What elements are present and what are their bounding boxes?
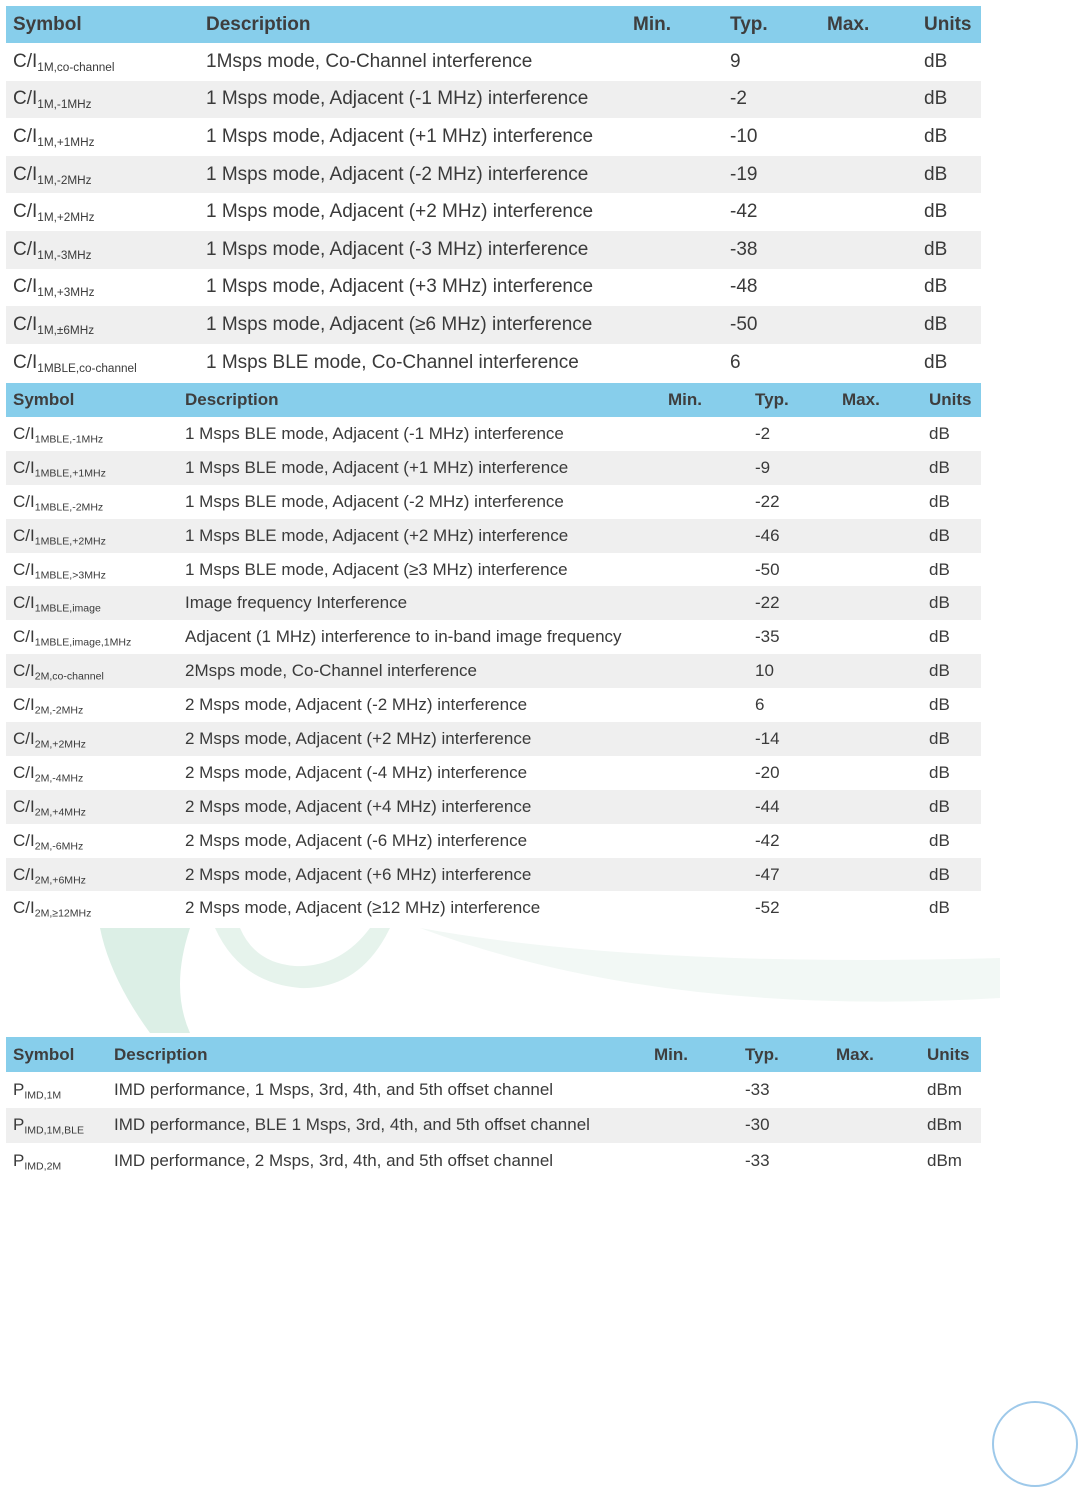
symbol-cell (6, 344, 199, 382)
units-cell: dB (929, 559, 950, 579)
description-cell: IMD performance, 2 Msps, 3rd, 4th, and 5th offset channel (114, 1150, 554, 1170)
table-row (6, 1143, 981, 1179)
description-cell: 1 Msps mode, Adjacent (-1 MHz) interference (199, 81, 626, 119)
max-cell (835, 553, 922, 587)
min-cell (626, 231, 723, 269)
max-cell (829, 1108, 920, 1144)
symbol-subscript: IMD,1M (24, 1089, 62, 1102)
symbol-cell (6, 586, 178, 620)
max-cell (835, 891, 922, 925)
symbol-text: C/I (13, 50, 38, 72)
typ-cell: 10 (748, 654, 835, 688)
symbol-cell (6, 688, 178, 722)
min-cell (626, 193, 723, 231)
table-row (6, 756, 981, 790)
header-units: Units (920, 1037, 981, 1072)
typ-cell: -10 (730, 125, 758, 147)
symbol-text: C/I (13, 423, 35, 443)
units-cell: dB (924, 276, 948, 298)
max-cell (835, 519, 922, 553)
watermark-graphic (40, 928, 1000, 1033)
min-cell (661, 790, 748, 824)
table-row (6, 156, 981, 194)
max-cell (835, 858, 922, 892)
max-cell (820, 43, 917, 81)
symbol-subscript: 2M,≥12MHz (34, 908, 92, 921)
max-cell (835, 485, 922, 519)
typ-cell: -42 (755, 830, 780, 850)
units-cell: dB (924, 201, 948, 223)
description-cell: 1 Msps BLE mode, Adjacent (-2 MHz) interference (185, 491, 564, 511)
description-cell: 2 Msps mode, Adjacent (-2 MHz) interference (185, 695, 528, 715)
description-cell: 2 Msps mode, Adjacent (-4 MHz) interference (185, 762, 528, 782)
symbol-cell (6, 193, 199, 231)
symbol-subscript: 1MBLE,+1MHz (34, 467, 106, 480)
symbol-cell (6, 790, 178, 824)
symbol-text: C/I (13, 898, 35, 918)
units-cell: dB (924, 351, 948, 373)
units-cell: dB (922, 790, 981, 824)
min-cell (661, 586, 748, 620)
symbol-subscript: 1MBLE,co-channel (37, 361, 137, 375)
table-row (6, 269, 981, 307)
typ-cell: -2 (723, 81, 820, 119)
description-cell: 2 Msps mode, Adjacent (-6 MHz) interference (185, 830, 528, 850)
symbol-subscript: 2M,+6MHz (34, 874, 86, 887)
min-cell (661, 756, 748, 790)
symbol-cell (6, 756, 178, 790)
symbol-cell (6, 654, 178, 688)
min-cell (626, 156, 723, 194)
symbol-cell (6, 417, 178, 451)
table-row (6, 654, 981, 688)
max-cell (829, 1143, 920, 1179)
typ-cell: -44 (748, 790, 835, 824)
description-cell: IMD performance, 1 Msps, 3rd, 4th, and 5th offset channel (114, 1079, 554, 1099)
max-cell (820, 306, 917, 344)
description-cell: 2 Msps mode, Adjacent (≥12 MHz) interference (185, 898, 541, 918)
symbol-text: C/I (13, 695, 35, 715)
table-row (6, 1072, 981, 1108)
table-row (6, 485, 981, 519)
symbol-text: C/I (13, 201, 38, 223)
min-cell (626, 43, 723, 81)
min-cell (647, 1108, 738, 1144)
symbol-subscript: 2M,co-channel (34, 670, 104, 683)
typ-cell: 6 (730, 351, 741, 373)
table-row (6, 344, 981, 382)
max-cell (835, 756, 922, 790)
symbol-cell (6, 519, 178, 553)
description-cell: Image frequency Interference (178, 586, 661, 620)
typ-cell: -2 (755, 423, 771, 443)
description-cell: Adjacent (1 MHz) interference to in-band image frequency (185, 627, 622, 647)
description-cell: IMD performance, BLE 1 Msps, 3rd, 4th, and 5th offset channel (107, 1108, 647, 1144)
table-row (6, 451, 981, 485)
symbol-subscript: 1MBLE,-2MHz (34, 501, 104, 514)
min-cell (661, 485, 748, 519)
symbol-subscript: 1MBLE,+2MHz (34, 535, 106, 548)
symbol-text: C/I (13, 593, 35, 613)
symbol-cell (6, 1143, 107, 1179)
table-row (6, 193, 981, 231)
min-cell (661, 654, 748, 688)
description-cell: 1 Msps mode, Adjacent (+2 MHz) interference (206, 201, 594, 223)
symbol-subscript: 1MBLE,image (34, 603, 101, 616)
max-cell (820, 118, 917, 156)
symbol-text: P (13, 1115, 25, 1135)
table-row (6, 553, 981, 587)
typ-cell: -22 (755, 491, 780, 511)
max-cell (835, 451, 922, 485)
typ-cell: -22 (748, 586, 835, 620)
symbol-subscript: 1M,+2MHz (37, 211, 95, 225)
typ-cell: -47 (748, 858, 835, 892)
symbol-cell (6, 156, 199, 194)
symbol-text: P (13, 1150, 25, 1170)
symbol-text: C/I (13, 125, 38, 147)
min-cell (661, 688, 748, 722)
max-cell (835, 824, 922, 858)
min-cell (626, 344, 723, 382)
symbol-subscript: 2M,+4MHz (34, 806, 86, 819)
header-units: Units (917, 6, 981, 43)
symbol-cell (6, 620, 178, 654)
min-cell (626, 81, 723, 119)
typ-cell: -33 (745, 1150, 770, 1170)
table-row (6, 586, 981, 620)
symbol-subscript: 1M,-1MHz (37, 98, 92, 112)
table-row (6, 858, 981, 892)
symbol-subscript: IMD,2M (24, 1160, 62, 1173)
typ-cell: -46 (748, 519, 835, 553)
min-cell (626, 118, 723, 156)
min-cell (661, 722, 748, 756)
typ-cell: -19 (723, 156, 820, 194)
table-row (6, 620, 981, 654)
typ-cell: 9 (730, 50, 741, 72)
symbol-subscript: 1M,±6MHz (37, 324, 95, 338)
header-min: Min. (626, 6, 723, 43)
max-cell (820, 193, 917, 231)
table-row (6, 722, 981, 756)
symbol-text: C/I (13, 627, 35, 647)
symbol-subscript: 1M,+3MHz (37, 286, 95, 300)
units-cell: dB (922, 451, 981, 485)
typ-cell: -33 (745, 1079, 770, 1099)
symbol-cell (6, 858, 178, 892)
symbol-text: C/I (13, 762, 35, 782)
table-row (6, 81, 981, 119)
symbol-cell (6, 824, 178, 858)
units-cell: dB (922, 586, 981, 620)
header-description: Description (107, 1037, 647, 1072)
header-min: Min. (647, 1037, 738, 1072)
units-cell: dB (917, 306, 981, 344)
symbol-cell (6, 553, 178, 587)
symbol-subscript: 1M,-2MHz (37, 173, 92, 187)
typ-cell: -50 (723, 306, 820, 344)
min-cell (647, 1072, 738, 1108)
description-cell: 1 Msps mode, Adjacent (≥6 MHz) interference (199, 306, 626, 344)
typ-cell: -48 (730, 276, 758, 298)
header-units: Units (922, 383, 981, 417)
page-number-circle (992, 1401, 1078, 1487)
table-row (6, 824, 981, 858)
table-row (6, 43, 981, 81)
typ-cell: -20 (755, 762, 780, 782)
symbol-text: C/I (13, 830, 35, 850)
symbol-cell (6, 891, 178, 925)
description-cell: 1 Msps BLE mode, Adjacent (≥3 MHz) interference (185, 559, 568, 579)
symbol-subscript: 1M,-3MHz (37, 248, 92, 262)
header-typ: Typ. (723, 6, 820, 43)
units-cell: dB (922, 858, 981, 892)
min-cell (661, 553, 748, 587)
symbol-cell (6, 306, 199, 344)
description-cell: 2 Msps mode, Adjacent (+2 MHz) interference (178, 722, 661, 756)
table-header-row (6, 383, 981, 417)
units-cell: dB (922, 654, 981, 688)
header-typ: Typ. (738, 1037, 829, 1072)
description-cell: 2 Msps mode, Adjacent (+4 MHz) interference (178, 790, 661, 824)
co-channel-adjacent-table-1msps (6, 6, 981, 381)
header-max: Max. (829, 1037, 920, 1072)
symbol-cell (6, 231, 199, 269)
min-cell (626, 269, 723, 307)
units-cell: dB (922, 722, 981, 756)
description-cell: 1 Msps mode, Adjacent (+1 MHz) interference (206, 125, 594, 147)
units-cell: dBm (927, 1079, 962, 1099)
symbol-text: C/I (13, 525, 35, 545)
table-row (6, 118, 981, 156)
table-row (6, 306, 981, 344)
symbol-subscript: 2M,-2MHz (34, 704, 84, 717)
symbol-text: C/I (13, 491, 35, 511)
max-cell (835, 722, 922, 756)
min-cell (661, 519, 748, 553)
table-row (6, 231, 981, 269)
max-cell (829, 1072, 920, 1108)
symbol-subscript: 1MBLE,>3MHz (34, 569, 106, 582)
symbol-cell (6, 1072, 107, 1108)
max-cell (835, 586, 922, 620)
typ-cell: -9 (748, 451, 835, 485)
typ-cell: -42 (730, 201, 758, 223)
typ-cell: -50 (755, 559, 780, 579)
max-cell (820, 269, 917, 307)
min-cell (626, 306, 723, 344)
table-header-row (6, 1037, 981, 1072)
min-cell (661, 858, 748, 892)
header-symbol: Symbol (6, 1037, 107, 1072)
header-description: Description (199, 6, 626, 43)
max-cell (835, 620, 922, 654)
header-description: Description (178, 383, 661, 417)
units-cell: dBm (927, 1150, 962, 1170)
description-cell: 1 Msps mode, Adjacent (+3 MHz) interference (206, 276, 594, 298)
min-cell (661, 620, 748, 654)
units-cell: dB (929, 695, 950, 715)
min-cell (661, 417, 748, 451)
units-cell: dB (929, 627, 950, 647)
max-cell (820, 81, 917, 119)
description-cell: 1 Msps mode, Adjacent (-2 MHz) interference (199, 156, 626, 194)
symbol-subscript: 2M,-6MHz (34, 840, 84, 853)
description-cell: 1 Msps BLE mode, Adjacent (+2 MHz) interference (178, 519, 661, 553)
symbol-subscript: 2M,-4MHz (34, 772, 84, 785)
description-cell: 1 Msps BLE mode, Adjacent (+1 MHz) interference (178, 451, 661, 485)
units-cell: dB (924, 125, 948, 147)
typ-cell: -38 (723, 231, 820, 269)
symbol-text: C/I (13, 864, 35, 884)
description-cell: 1 Msps mode, Adjacent (-3 MHz) interference (199, 231, 626, 269)
symbol-text: C/I (13, 313, 38, 335)
header-symbol: Symbol (6, 383, 178, 417)
symbol-subscript: 1MBLE,-1MHz (34, 433, 104, 446)
units-cell: dBm (920, 1108, 981, 1144)
symbol-text: C/I (13, 796, 35, 816)
symbol-text: P (13, 1079, 25, 1099)
ble-2msps-interference-table (6, 383, 981, 925)
symbol-cell (6, 451, 178, 485)
max-cell (835, 417, 922, 451)
table-row (6, 790, 981, 824)
typ-cell: -52 (755, 898, 780, 918)
units-cell: dB (929, 762, 950, 782)
header-max: Max. (835, 383, 922, 417)
symbol-cell (6, 1108, 107, 1144)
units-cell: dB (924, 50, 948, 72)
max-cell (835, 790, 922, 824)
units-cell: dB (922, 519, 981, 553)
symbol-text: C/I (13, 351, 38, 373)
units-cell: dB (917, 156, 981, 194)
table-row (6, 688, 981, 722)
units-cell: dB (929, 423, 950, 443)
symbol-text: C/I (13, 457, 35, 477)
header-min: Min. (661, 383, 748, 417)
header-typ: Typ. (748, 383, 835, 417)
symbol-text: C/I (13, 163, 38, 185)
table-row (6, 891, 981, 925)
max-cell (835, 654, 922, 688)
symbol-subscript: IMD,1M,BLE (24, 1124, 85, 1137)
description-cell: 1 Msps BLE mode, Co-Channel interference (206, 351, 579, 373)
symbol-text: C/I (13, 728, 35, 748)
imd-performance-table (6, 1037, 981, 1179)
description-cell: 1 Msps BLE mode, Adjacent (-1 MHz) interference (185, 423, 564, 443)
symbol-text: C/I (13, 88, 38, 110)
max-cell (820, 231, 917, 269)
typ-cell: 6 (755, 695, 765, 715)
table-row (6, 417, 981, 451)
typ-cell: -30 (738, 1108, 829, 1144)
description-cell: 1Msps mode, Co-Channel interference (206, 50, 533, 72)
symbol-subscript: 1MBLE,image,1MHz (34, 636, 132, 649)
symbol-cell (6, 722, 178, 756)
units-cell: dB (929, 830, 950, 850)
symbol-subscript: 1M,co-channel (37, 60, 115, 74)
min-cell (647, 1143, 738, 1179)
header-symbol: Symbol (6, 6, 199, 43)
units-cell: dB (917, 81, 981, 119)
symbol-text: C/I (13, 661, 35, 681)
symbol-text: C/I (13, 238, 38, 260)
description-cell: 2Msps mode, Co-Channel interference (178, 654, 661, 688)
table-header-row (6, 6, 981, 43)
description-cell: 2 Msps mode, Adjacent (+6 MHz) interference (178, 858, 661, 892)
min-cell (661, 824, 748, 858)
max-cell (820, 344, 917, 382)
symbol-subscript: 1M,+1MHz (37, 136, 95, 150)
symbol-cell (6, 485, 178, 519)
symbol-cell (6, 269, 199, 307)
table-row (6, 519, 981, 553)
min-cell (661, 891, 748, 925)
typ-cell: -14 (748, 722, 835, 756)
symbol-text: C/I (13, 559, 35, 579)
min-cell (661, 451, 748, 485)
symbol-cell (6, 43, 199, 81)
symbol-subscript: 2M,+2MHz (34, 738, 86, 751)
symbol-cell (6, 81, 199, 119)
typ-cell: -35 (755, 627, 780, 647)
units-cell: dB (929, 491, 950, 511)
units-cell: dB (917, 231, 981, 269)
symbol-cell (6, 118, 199, 156)
max-cell (820, 156, 917, 194)
symbol-text: C/I (13, 276, 38, 298)
units-cell: dB (929, 898, 950, 918)
table-row (6, 1108, 981, 1144)
max-cell (835, 688, 922, 722)
header-max: Max. (820, 6, 917, 43)
